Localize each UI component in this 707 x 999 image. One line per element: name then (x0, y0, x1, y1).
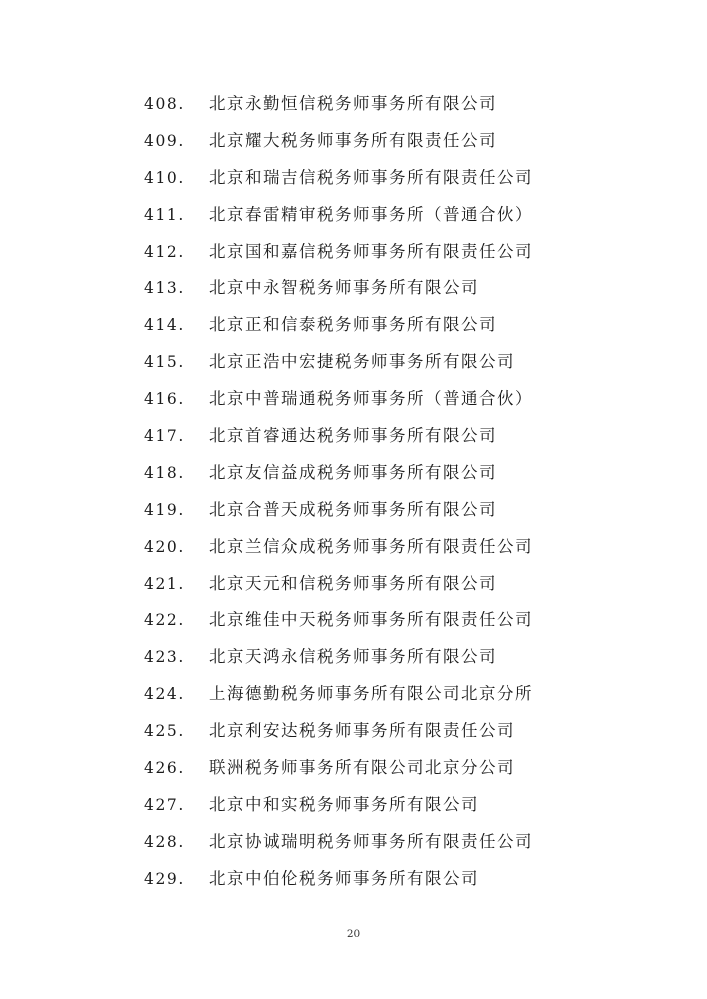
list-item (0, 566, 707, 603)
firm-name: 北京中和实税务师事务所有限公司 (209, 794, 479, 814)
item-number: 429. (144, 869, 185, 888)
firm-name: 上海德勤税务师事务所有限公司北京分所 (209, 684, 533, 704)
firm-name: 北京永勤恒信税务师事务所有限公司 (209, 94, 497, 113)
list-item (0, 86, 707, 123)
list-item (0, 676, 707, 713)
firm-name: 北京中永智税务师事务所有限公司 (209, 278, 479, 298)
item-number: 416. (144, 390, 185, 409)
list-item (0, 492, 707, 529)
firm-name: 北京天鸿永信税务师事务所有限公司 (209, 647, 497, 667)
firm-list (0, 86, 707, 898)
firm-name: 联洲税务师事务所有限公司北京分公司 (209, 758, 515, 778)
list-item (0, 713, 707, 750)
firm-name: 北京合普天成税务师事务所有限公司 (209, 499, 497, 519)
page-number: 20 (346, 928, 361, 940)
list-item (0, 455, 707, 492)
firm-name: 北京国和嘉信税务师事务所有限责任公司 (209, 241, 533, 261)
item-number: 415. (144, 353, 185, 372)
item-number: 428. (144, 832, 185, 851)
item-number: 411. (144, 205, 185, 224)
list-item (0, 787, 707, 824)
item-number: 418. (144, 463, 185, 482)
firm-name: 北京天元和信税务师事务所有限公司 (209, 573, 497, 593)
list-item (0, 529, 707, 566)
item-number: 414. (144, 316, 185, 335)
list-item (0, 381, 707, 418)
item-number: 427. (144, 795, 185, 814)
item-number: 422. (144, 611, 185, 630)
item-number: 409. (144, 131, 185, 150)
item-number: 417. (144, 427, 185, 446)
item-number: 413. (144, 279, 185, 298)
item-number: 419. (144, 500, 185, 519)
list-item (0, 824, 707, 861)
item-number: 424. (144, 685, 185, 704)
list-item (0, 344, 707, 381)
firm-name: 北京中伯伦税务师事务所有限公司 (209, 868, 479, 888)
item-number: 425. (144, 722, 185, 741)
list-item (0, 639, 707, 676)
list-item (0, 861, 707, 898)
item-number: 423. (144, 648, 185, 667)
firm-name: 北京兰信众成税务师事务所有限责任公司 (209, 536, 533, 556)
list-item (0, 270, 707, 307)
list-item (0, 123, 707, 160)
firm-name: 北京正和信泰税务师事务所有限公司 (209, 315, 497, 335)
item-number: 408. (144, 95, 185, 113)
firm-name: 北京正浩中宏捷税务师事务所有限公司 (209, 352, 515, 372)
firm-name: 北京协诚瑞明税务师事务所有限责任公司 (209, 831, 533, 851)
list-item (0, 750, 707, 787)
list-item (0, 160, 707, 197)
firm-name: 北京友信益成税务师事务所有限公司 (209, 462, 497, 482)
list-item (0, 418, 707, 455)
list-item (0, 602, 707, 639)
firm-name: 北京耀大税务师事务所有限责任公司 (209, 130, 497, 150)
firm-name: 北京中普瑞通税务师事务所（普通合伙） (209, 389, 533, 409)
item-number: 420. (144, 537, 185, 556)
firm-name: 北京和瑞吉信税务师事务所有限责任公司 (209, 167, 533, 187)
item-number: 421. (144, 574, 185, 593)
item-number: 412. (144, 242, 185, 261)
item-number: 410. (144, 168, 185, 187)
item-number: 426. (144, 759, 185, 778)
list-item (0, 234, 707, 271)
firm-name: 北京维佳中天税务师事务所有限责任公司 (209, 610, 533, 630)
list-item (0, 307, 707, 344)
firm-name: 北京首睿通达税务师事务所有限公司 (209, 426, 497, 446)
list-item (0, 197, 707, 234)
firm-name: 北京春雷精审税务师事务所（普通合伙） (209, 204, 533, 224)
firm-name: 北京利安达税务师事务所有限责任公司 (209, 721, 515, 741)
